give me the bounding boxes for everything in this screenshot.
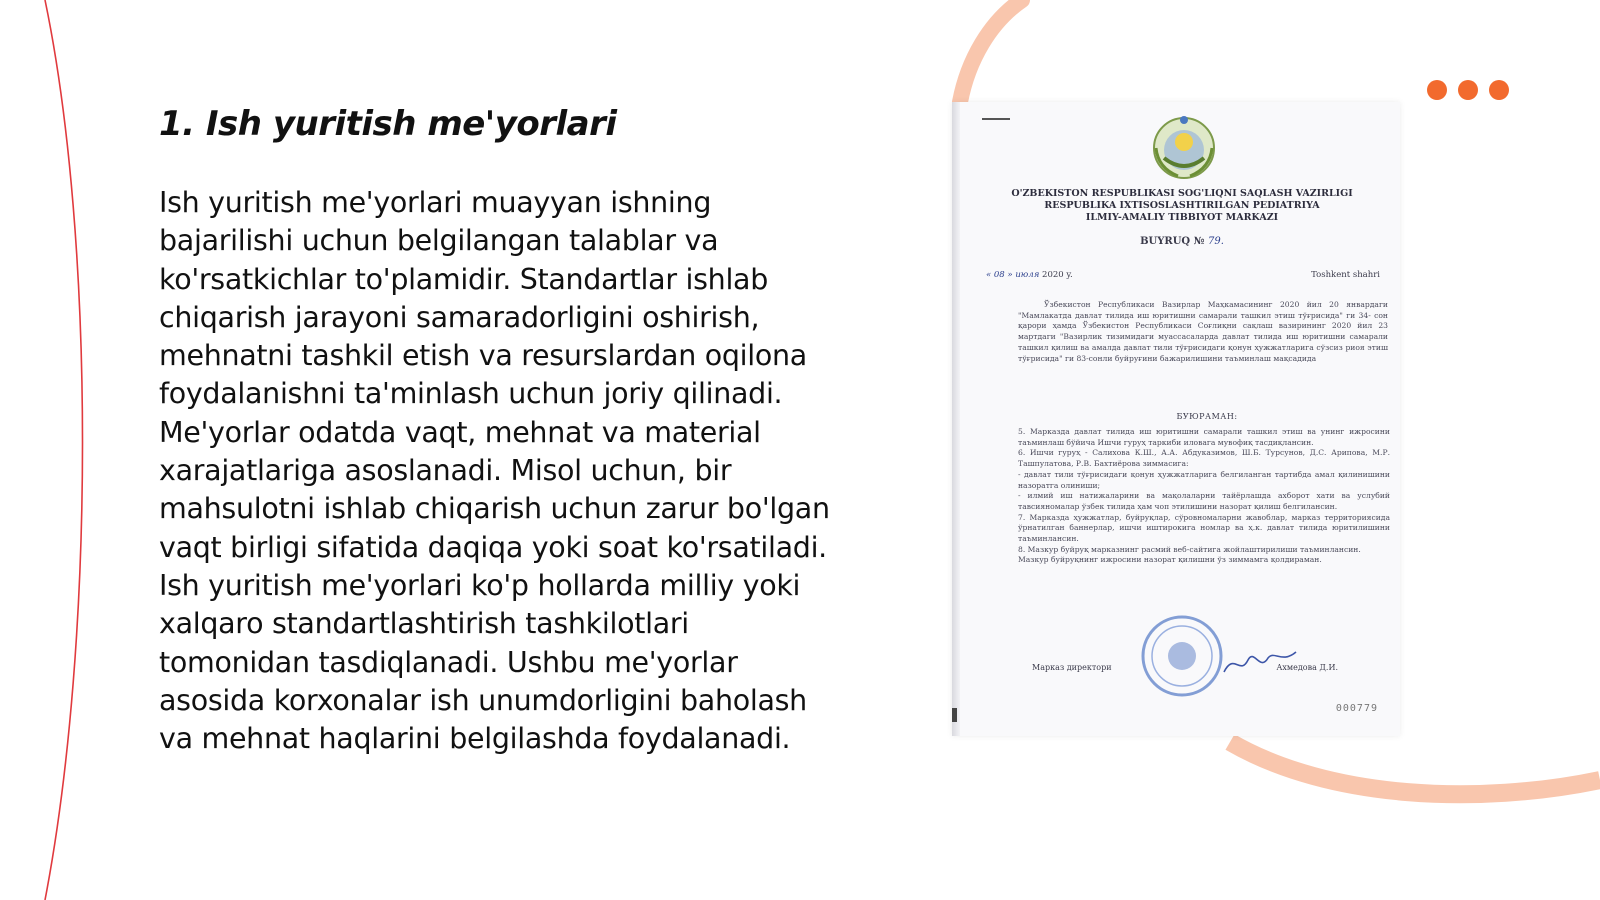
top-arc xyxy=(960,0,1022,102)
order-city: Toshkent shahri xyxy=(1311,270,1380,280)
command-label: БУЮРАМАН: xyxy=(1176,412,1238,421)
date-row xyxy=(986,270,1386,280)
document-mark xyxy=(952,708,957,722)
order-number: 79. xyxy=(1207,236,1224,247)
document-item: 6. Ишчи гуруҳ - Салихова К.Ш., А.А. Абдуказимов, Ш.Б. Турсунов, Д.С. Арипова, М.Р. Ташпулатова, Р.В. Бахтиёрова зиммасига: xyxy=(1018,448,1390,469)
left-curve-line xyxy=(45,0,83,900)
slide-body-text: Ish yuritish me'yorlari muayyan ishning bajarilishi uchun belgilangan talablar va ko'rsatkichlar to'plamidir. Standartlar ishlab chiqarish jarayoni samaradorligini oshirish, mehnatni tashkil etish va resurslardan oqilona foydalanishni ta'minlash uchun joriy qilinadi. Me'yorlar odatda vaqt, mehnat va material xarajatlariga asoslanadi. Misol uchun, bir mahsulotni ishlab chiqarish uchun zarur bo'lgan vaqt birligi sifatida daqiqa yoki soat ko'rsatiladi. Ish yuritish me'yorlari ko'p hollarda milliy yoki xalqaro standartlashtirish tashkilotlari tomonidan tasdiqlanadi. Ushbu me'yorlar asosida korxonalar ish unumdorligini baholash va mehnat haqlarini belgilashda foydalanadi. xyxy=(159,186,830,756)
document-scan xyxy=(952,102,1400,736)
document-items xyxy=(1018,427,1390,566)
stamp-icon xyxy=(1140,614,1224,698)
order-year: 2020 y. xyxy=(1042,270,1073,280)
slide-title: 1. Ish yuritish me'yorlari xyxy=(159,104,617,144)
dot-2 xyxy=(1458,80,1478,100)
signature-icon xyxy=(1220,642,1300,682)
dot-1 xyxy=(1427,80,1447,100)
dot-3 xyxy=(1489,80,1509,100)
organization-header: O'ZBEKISTON RESPUBLIKASI SOG'LIQNI SAQLASH VAZIRLIGI RESPUBLIKA IXTISOSLASHTIRILGAN PEDIATRIYA ILMIY-AMALIY TIBBIYOT MARKAZI xyxy=(1011,188,1353,223)
document-item: 7. Марказда ҳужжатлар, буйруқлар, сўровномаларни жавоблар, марказ территориясида ўрнатилган баннерлар, ишчи иштирокига номлар ва ҳ.к. давлат тилида юритилишини таъминлансин. xyxy=(1018,512,1390,544)
document-item: 8. Мазкур буйруқ марказнинг расмий веб-сайтига жойлаштирилиши таъминлансин. xyxy=(1018,544,1361,554)
signer-title: Марказ директори xyxy=(1032,663,1112,672)
signer-name: Ахмедова Д.И. xyxy=(1276,663,1338,672)
dots-decoration xyxy=(1427,80,1509,100)
document-preamble: Ўзбекистон Республикаси Вазирлар Маҳкамасининг 2020 йил 20 январдаги "Мамлакатда давлат тилида иш юритишни самарали ташкил этиш тўғрисида" ги 34- сон қарори ҳамда Ўзбекистон Республикаси Соғлиқни сақлаш вазирининг 2020 йил 23 мартдаги "Вазирлик тизимидаги муассасаларда давлат тилида иш юритишни самарали ташкил қилиш ва амалда давлат тили тўғрисидаги қонун ҳужжатларига сўзсиз риоя этиш тўғрисида" ги 83-сонли буйруғини бажарилишини таъминлаш мақсадида xyxy=(1018,300,1388,363)
document-item: 5. Марказда давлат тилида иш юритишни самарали ташкил этиш ва унинг ижросини таъминлаш бўйича Ишчи гуруҳ таркиби иловага мувофиқ тасдиқлансин. xyxy=(1018,427,1390,447)
document-item: - илмий иш натижаларини ва мақолаларни тайёрлашда ахборот хати ва услубий тавсияномалар ўзбек тилида ҳам чоп этилишини назорат қилиш белгилансин. xyxy=(1018,491,1390,511)
bottom-arc xyxy=(1230,742,1600,794)
document-item: - давлат тили тўғрисидаги қонун ҳужжатларига белгиланган тартибда амал қилинишини назоратга олиниши; xyxy=(1018,469,1390,490)
emblem-icon xyxy=(1150,112,1218,180)
order-date: « 08 » июля xyxy=(986,270,1040,280)
signature-row xyxy=(1032,663,1372,672)
order-heading xyxy=(992,236,1372,247)
document-item: Мазкур буйруқнинг ижросини назорат қилишни ўз зиммамга қолдираман. xyxy=(1018,555,1322,565)
document-edge xyxy=(952,102,960,736)
document-dash xyxy=(982,118,1010,120)
order-label: BUYRUQ № xyxy=(1140,236,1205,247)
document-serial: 000779 xyxy=(1335,703,1378,714)
